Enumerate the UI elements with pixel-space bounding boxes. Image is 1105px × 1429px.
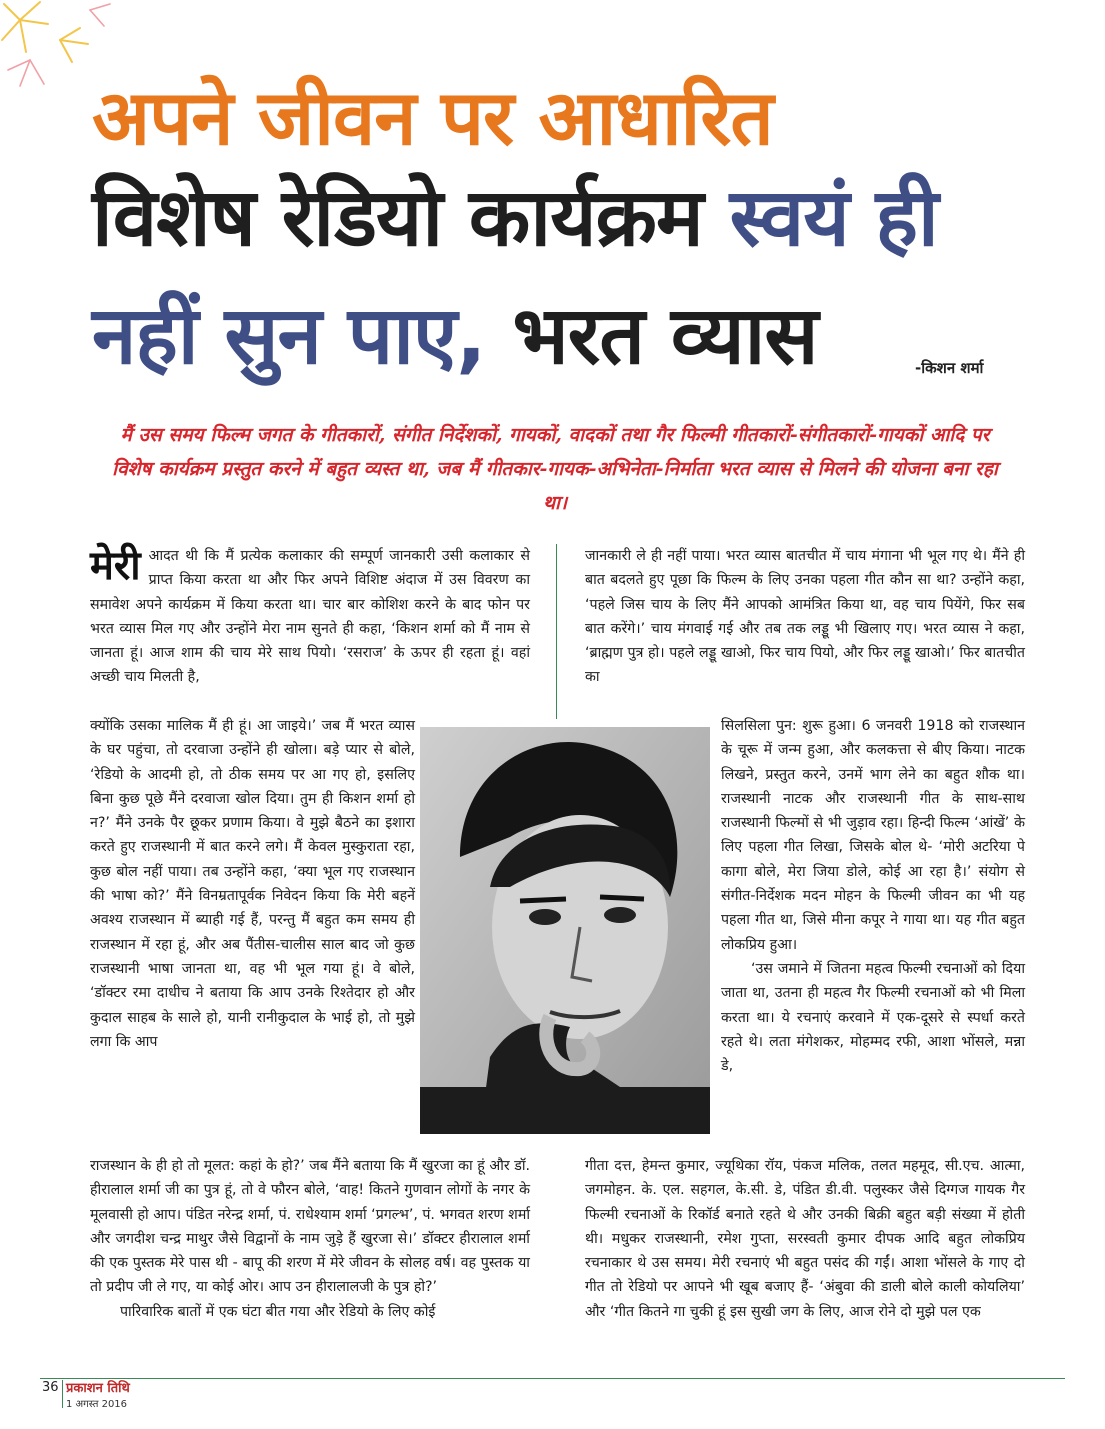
article-left-narrow	[90, 714, 415, 1054]
article-left-top	[90, 544, 530, 690]
portrait-photo	[420, 727, 710, 1134]
article-right-narrow-p2: ‘उस जमाने में जितना महत्व फिल्मी रचनाओं को दिया जाता था, उतना ही महत्व गैर फिल्मी रचनाओं को भी मिला करता था। ये रचनाएं करवाने में एक-दूसरे से स्पर्धा करते रहते थे। लता मंगेशकर, मोहम्मद रफी, आशा भोंसले, मन्ना डे,	[721, 960, 1025, 1075]
issue-date: 1 अगस्त 2016	[66, 1399, 128, 1410]
article-right-bottom-text: गीता दत्त, हेमन्त कुमार, ज्यूथिका रॉय, पंकज मलिक, तलत महमूद, सी.एच. आत्मा, जगमोहन. के. एल. सहगल, के.सी. डे, पंडित डी.वी. पलुस्कर जैसे दिग्गज गायक गैर फिल्मी रचनाओं के रिकॉर्ड बनाते रहते थे और उनकी बिक्री बहुत बड़ी संख्या में होती थी। मधुकर राजस्थानी, रमेश गुप्ता, सरस्वती कुमार दीपक आदि बहुत लोकप्रिय रचनाकार थे उस समय। मेरी रचनाएं भी बहुत पसंद की गईं। आशा भोंसले के गाए दो गीत तो रेडियो पर आपने भी खूब बजाए हैं- ‘अंबुवा की डाली बोले काली कोयलिया’ और ‘गीत कितने गा चुकी हूं इस सुखी जग के लिए, आज रोने दो मुझे पल एक	[585, 1158, 1025, 1320]
column-divider	[556, 544, 557, 719]
headline-line-3-dark: भरत व्यास	[512, 289, 818, 382]
footer-rule	[40, 1378, 1065, 1379]
headline-line-2-dark: विशेष रेडियो कार्यक्रम	[92, 171, 703, 264]
page-number: 36	[42, 1380, 59, 1395]
article-left-bottom	[90, 1154, 530, 1324]
headline-line-2	[92, 171, 938, 264]
article-left-narrow-text: क्योंकि उसका मालिक मैं ही हूं। आ जाइये।’ जब मैं भरत व्यास के घर पहुंचा, तो दरवाजा उन्होंने ही खोला। बड़े प्यार से बोले, ‘रेडियो के आदमी हो, तो ठीक समय पर आ गए हो, इसलिए बिना कुछ पूछे मैंने दरवाजा खोल दिया। तुम ही किशन शर्मा हो न?’ मैंने उनके पैर छूकर प्रणाम किया। वे मुझे बैठने का इशारा करते हुए राजस्थानी में बात करने लगे। मैं केवल मुस्कुराता रहा, कुछ बोल नहीं पाया। तब उन्होंने कहा, ‘क्या भूल गए राजस्थान की भाषा को?’ मैंने विनम्रतापूर्वक निवेदन किया कि मेरी बहनें अवश्य राजस्थान में ब्याही गई हैं, परन्तु मैं बहुत कम समय ही राजस्थान में रहा हूं, और अब पैंतीस-चालीस साल बाद जो कुछ राजस्थानी भाषा जानता था, वह भी भूल गया हूं। वे बोले, ‘डॉक्टर रमा दाधीच ने बताया कि आप उनके रिश्तेदार हो और कुदाल साहब के साले हो, यानी रानीकुदाल के भाई हो, तो मुझे लगा कि आप	[90, 718, 415, 1050]
headline-line-3-blue: नहीं सुन पाए,	[92, 289, 486, 382]
article-left-bottom-p2: पारिवारिक बातों में एक घंटा बीत गया और रेडियो के लिए कोई	[120, 1303, 436, 1320]
lede-paragraph: मैं उस समय फिल्म जगत के गीतकारों, संगीत निर्देशकों, गायकों, वादकों तथा गैर फिल्मी गीतकारों-संगीतकारों-गायकों आदि पर विशेष कार्यक्रम प्रस्तुत करने में बहुत व्यस्त था, जब मैं गीतकार-गायक-अभिनेता-निर्माता भरत व्यास से मिलने की योजना बना रहा था।	[112, 424, 998, 514]
author-byline: -किशन शर्मा	[915, 359, 984, 377]
article-right-narrow-p1: सिलसिला पुन: शुरू हुआ। 6 जनवरी 1918 को राजस्थान के चूरू में जन्म हुआ, और कलकत्ता से बीए किया। नाटक लिखने, प्रस्तुत करने, उनमें भाग लेने का बहुत शौक था। राजस्थानी नाटक और राजस्थानी गीत के साथ-साथ राजस्थानी फिल्मों से भी जुड़ाव रहा। हिन्दी फिल्म ‘आंखें’ के लिए पहला गीत लिखा, जिसके बोल थे- ‘मोरी अटरिया पे कागा बोले, मेरा जिया डोले, कोई आ रहा है।’ संयोग से संगीत-निर्देशक मदन मोहन के फिल्मी जीवन का भी यह पहला गीत था, जिसे मीना कपूर ने गाया था। यह गीत बहुत लोकप्रिय हुआ।	[721, 718, 1025, 953]
article-right-top-text: जानकारी ले ही नहीं पाया। भरत व्यास बातचीत में चाय मंगाना भी भूल गए थे। मैंने ही बात बदलते हुए पूछा कि फिल्म के लिए उनका पहला गीत कौन सा था? उन्होंने कहा, ‘पहले जिस चाय के लिए मैंने आपको आमंत्रित किया था, वह चाय पियेंगे, फिर सब बात करेंगे।’ चाय मंगवाई गई और तब तक लड्डू भी खिलाए गए। भरत व्यास ने कहा, ‘ब्राह्मण पुत्र हो। पहले लड्डू खाओ, फिर चाय पियो, और फिर लड्डू खाओ।’ फिर बातचीत का	[585, 548, 1025, 686]
dropcap: मेरी	[90, 543, 141, 589]
article-right-top	[585, 544, 1025, 690]
footer-tick	[62, 1380, 63, 1408]
article-right-bottom	[585, 1154, 1025, 1324]
portrait-illustration	[420, 727, 710, 1134]
headline-line-3	[92, 289, 818, 382]
article-right-narrow	[721, 714, 1025, 1078]
magazine-name: प्रकाशन तिथि	[66, 1381, 130, 1396]
headline-line-2-blue: स्वयं ही	[729, 171, 938, 264]
headline-line-1: अपने जीवन पर आधारित	[92, 73, 773, 162]
article-left-top-text: आदत थी कि मैं प्रत्येक कलाकार की सम्पूर्ण जानकारी उसी कलाकार से प्राप्त किया करता था और फिर अपने विशिष्ट अंदाज में उस विवरण का समावेश अपने कार्यक्रम में किया करता था। चार बार कोशिश करने के बाद फोन पर भरत व्यास मिल गए और उन्होंने मेरा नाम सुनते ही कहा, ‘किशन शर्मा को मैं नाम से जानता हूं। आज शाम की चाय मेरे साथ पियो। ‘रसराज’ के ऊपर ही रहता हूं। वहां अच्छी चाय मिलती है,	[90, 548, 530, 686]
article-left-bottom-p1: राजस्थान के ही हो तो मूलत: कहां के हो?’ जब मैंने बताया कि मैं खुरजा का हूं और डॉ. हीरालाल शर्मा जी का पुत्र हूं, तो वे फौरन बोले, ‘वाह! कितने गुणवान लोगों के नगर के मूलवासी हो आप। पंडित नरेन्द्र शर्मा, पं. राधेश्याम शर्मा ‘प्रगल्भ’, पं. भगवत शरण शर्मा और जगदीश चन्द्र माथुर जैसे विद्वानों के नाम जुड़े हैं खुरजा से।’ डॉक्टर हीरालाल शर्मा की एक पुस्तक मेरे पास थी - बापू की शरण में मेरे जीवन के सोलह वर्ष। वह पुस्तक या तो प्रदीप जी ले गए, या कोई ओर। आप उन हीरालालजी के पुत्र हो?’	[90, 1158, 530, 1296]
